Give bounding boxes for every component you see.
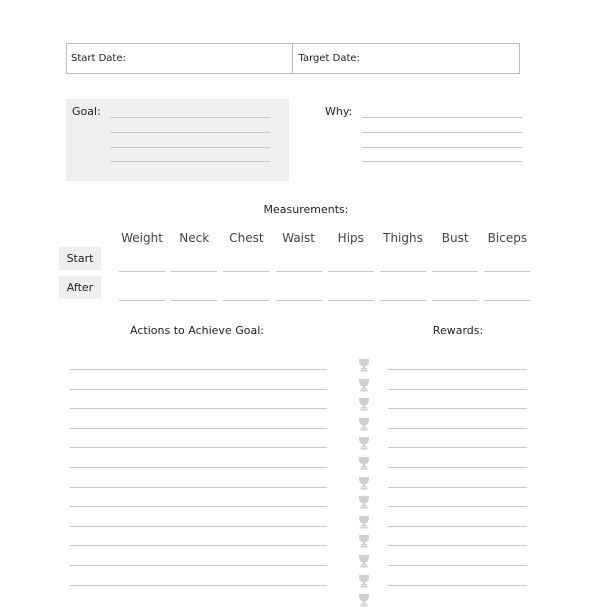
- reward-line[interactable]: [388, 545, 527, 546]
- trophy-icon: [358, 514, 370, 528]
- rewards-title: Rewards:: [432, 324, 484, 337]
- column-header: Chest: [229, 231, 264, 245]
- trophy-icon: [358, 553, 370, 567]
- reward-line[interactable]: [388, 447, 527, 448]
- trophy-icon: [358, 435, 370, 449]
- reward-line[interactable]: [388, 408, 527, 409]
- action-line[interactable]: [70, 447, 327, 448]
- action-line[interactable]: [70, 526, 327, 527]
- measurement-field[interactable]: [380, 300, 426, 301]
- measurement-field[interactable]: [328, 271, 374, 272]
- reward-line[interactable]: [388, 506, 527, 507]
- target-date-label: Target Date:: [298, 53, 360, 64]
- target-date-field[interactable]: [292, 44, 520, 73]
- row-label-start: Start: [59, 247, 101, 270]
- why-line[interactable]: [362, 147, 522, 148]
- action-line[interactable]: [70, 545, 327, 546]
- trophy-icon: [358, 533, 370, 547]
- reward-line[interactable]: [388, 487, 527, 488]
- trophy-icon: [358, 416, 370, 430]
- why-line[interactable]: [362, 132, 522, 133]
- action-line[interactable]: [70, 408, 327, 409]
- trophy-icon: [358, 455, 370, 469]
- trophy-icon: [358, 592, 370, 606]
- trophy-icon: [358, 357, 370, 371]
- measurement-field[interactable]: [432, 300, 478, 301]
- trophy-icon: [358, 494, 370, 508]
- goal-line[interactable]: [110, 147, 270, 148]
- action-line[interactable]: [70, 389, 327, 390]
- column-header: Hips: [337, 231, 364, 245]
- reward-line[interactable]: [388, 565, 527, 566]
- goal-line[interactable]: [110, 161, 270, 162]
- column-header: Neck: [179, 231, 210, 245]
- column-header: Biceps: [487, 231, 528, 245]
- measurement-field[interactable]: [484, 271, 530, 272]
- row-label-after: After: [59, 276, 101, 299]
- action-line[interactable]: [70, 506, 327, 507]
- action-line[interactable]: [70, 585, 327, 586]
- reward-line[interactable]: [388, 467, 527, 468]
- goal-line[interactable]: [110, 117, 270, 118]
- action-line[interactable]: [70, 565, 327, 566]
- trophy-icon: [358, 475, 370, 489]
- date-box: [66, 43, 520, 74]
- measurement-field[interactable]: [328, 300, 374, 301]
- measurement-field[interactable]: [223, 271, 269, 272]
- reward-line[interactable]: [388, 369, 527, 370]
- action-line[interactable]: [70, 369, 327, 370]
- why-line[interactable]: [362, 161, 522, 162]
- column-header: Bust: [441, 231, 469, 245]
- measurement-field[interactable]: [276, 300, 322, 301]
- trophy-icon: [358, 377, 370, 391]
- goal-label: Goal:: [72, 105, 101, 118]
- measurement-field[interactable]: [171, 271, 217, 272]
- measurement-field[interactable]: [223, 300, 269, 301]
- measurement-field[interactable]: [380, 271, 426, 272]
- measurement-field[interactable]: [119, 300, 165, 301]
- goal-line[interactable]: [110, 132, 270, 133]
- action-line[interactable]: [70, 487, 327, 488]
- reward-line[interactable]: [388, 585, 527, 586]
- actions-title: Actions to Achieve Goal:: [130, 324, 264, 337]
- why-label: Why:: [325, 105, 353, 118]
- measurement-field[interactable]: [171, 300, 217, 301]
- start-date-field[interactable]: [67, 44, 292, 73]
- reward-line[interactable]: [388, 526, 527, 527]
- column-header: Weight: [121, 231, 163, 245]
- measurement-field[interactable]: [432, 271, 478, 272]
- why-line[interactable]: [362, 117, 522, 118]
- action-line[interactable]: [70, 428, 327, 429]
- reward-line[interactable]: [388, 428, 527, 429]
- measurement-field[interactable]: [484, 300, 530, 301]
- reward-line[interactable]: [388, 389, 527, 390]
- action-line[interactable]: [70, 467, 327, 468]
- measurements-title: Measurements:: [263, 203, 349, 216]
- column-header: Waist: [282, 231, 315, 245]
- trophy-icon: [358, 573, 370, 587]
- measurement-field[interactable]: [276, 271, 322, 272]
- start-date-label: Start Date:: [71, 53, 126, 64]
- trophy-icon: [358, 396, 370, 410]
- measurement-field[interactable]: [119, 271, 165, 272]
- column-header: Thighs: [383, 231, 423, 245]
